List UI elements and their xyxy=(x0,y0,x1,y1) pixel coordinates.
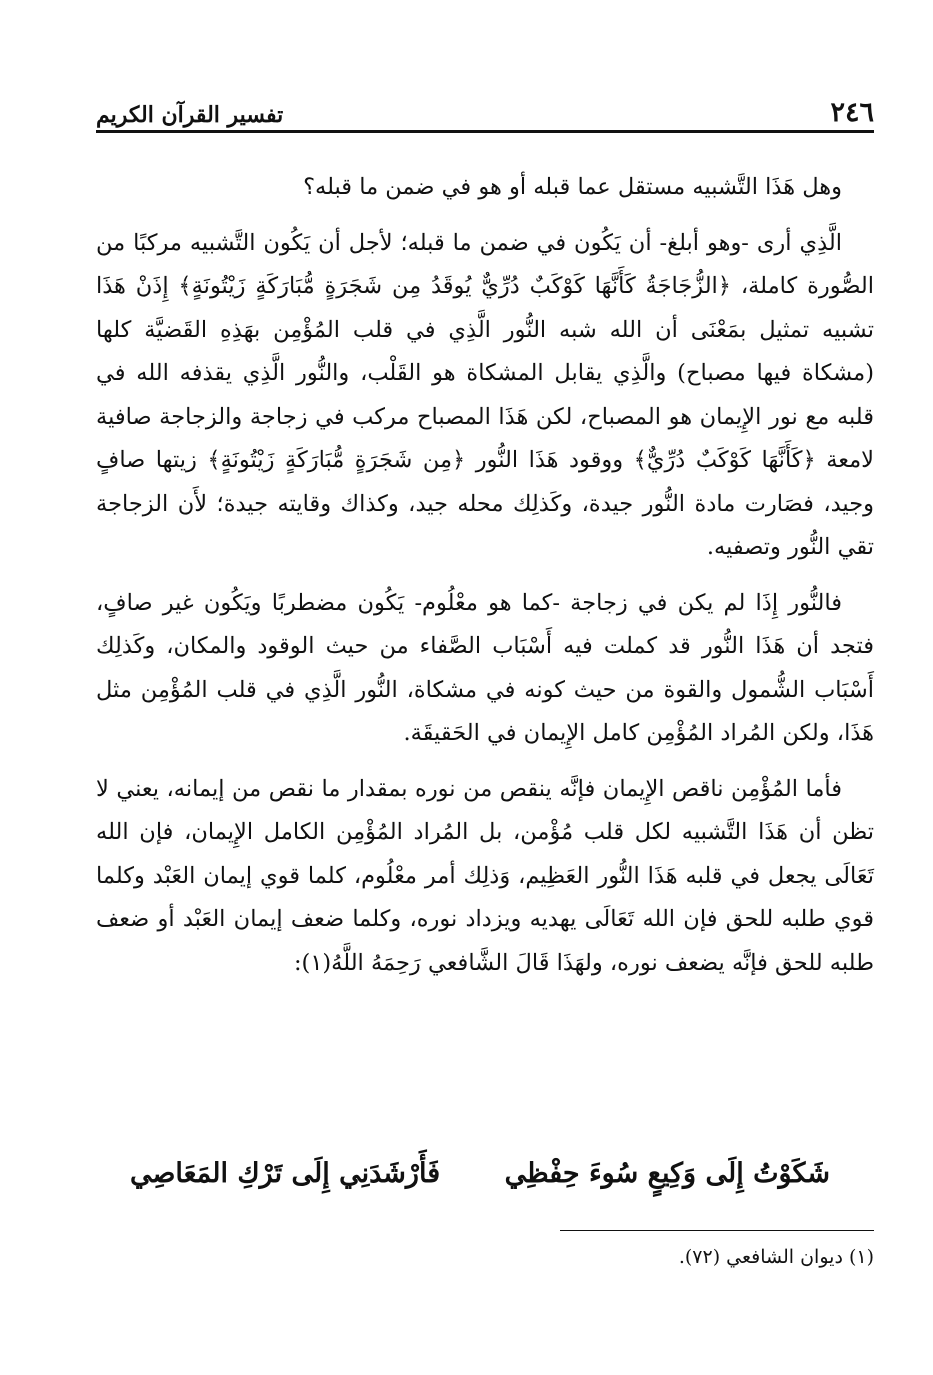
running-title: تفسير القرآن الكريم xyxy=(96,102,284,128)
body-text xyxy=(96,166,874,985)
verse-first-hemistich: شَكَوْتُ إِلَى وَكِيعٍ سُوءَ حِفْظِي xyxy=(504,1157,830,1189)
paragraph-explanation: الَّذِي أرى -وهو أبلغ- أن يَكُون في ضمن ما قبله؛ لأجل أن يَكُون التَّشبيه مركبًا من الصُّورة كاملة، ﴿الزُّجَاجَةُ كَأَنَّهَا كَوْكَبٌ دُرِّيٌّ يُوقَدُ مِن شَجَرَةٍ مُّبَارَكَةٍ زَيْتُونَةٍ﴾ إِذَنْ هَذَا تشبيه تمثيل بمَعْنَى أن الله شبه النُّور الَّذِي في قلب المُؤْمِن بهَذِهِ القَضيَّة كلها (مشكاة فيها مصباح) والَّذِي يقابل المشكاة هو القَلْب، والنُّور الَّذِي يقذفه الله في قلبه مع نور الإِيمان هو المصباح، لكن هَذَا المصباح مركب في زجاجة والزجاجة صافية لامعة ﴿كَأَنَّهَا كَوْكَبٌ دُرِّيٌّ﴾ ووقود هَذَا النُّور ﴿مِن شَجَرَةٍ مُّبَارَكَةٍ زَيْتُونَةٍ﴾ زيتها صافٍ وجيد، فصَارت مادة النُّور جيدة، وكَذلِك محله جيد، وكذاك وقايته جيدة؛ لأَن الزجاجة تقي النُّور وتصفيه. xyxy=(96,229,874,560)
page-number: ٢٤٦ xyxy=(830,97,874,128)
header-divider xyxy=(96,130,874,133)
footnote-divider xyxy=(560,1230,874,1231)
footnote: (١) ديوان الشافعي (٧٢). xyxy=(678,1246,874,1268)
page-header xyxy=(96,88,874,128)
paragraph-light: فالنُّور إِذَا لم يكن في زجاجة -كما هو معْلُوم- يَكُون مضطربًا ويَكُون غير صافٍ، فتجد أن هَذَا النُّور قد كملت فيه أَسْبَاب الصَّفاء من حيث الوقود والمكان، وكَذلِك أَسْبَاب الشُّمول والقوة من حيث كونه في مشكاة، النُّور الَّذِي في قلب المُؤْمِن مثل هَذَا، ولكن المُراد المُؤْمِن كامل الإِيمان في الحَقيقَة. xyxy=(96,589,874,746)
poetry-verse xyxy=(130,1148,830,1198)
paragraph-question: وهل هَذَا التَّشبيه مستقل عما قبله أو هو في ضمن ما قبله؟ xyxy=(303,174,842,200)
verse-second-hemistich: فَأَرْشَدَنِي إِلَى تَرْكِ المَعَاصِي xyxy=(130,1157,441,1189)
paragraph-faith: فأما المُؤْمِن ناقص الإِيمان فإنَّه ينقص من نوره بمقدار ما نقص من إيمانه، يعني لا تظن أن هَذَا التَّشبيه لكل قلب مُؤْمن، بل المُراد المُؤْمِن الكامل الإِيمان، فإن الله تَعَالَى يجعل في قلبه هَذَا النُّور العَظِيم، وَذلِك أمر معْلُوم، كلما قوي إيمان العَبْد وكلما قوي طلبه للحق فإن الله تَعَالَى يهديه ويزداد نوره، وكلما ضعف إيمان العَبْد أو ضعف طلبه للحق فإنَّه يضعف نوره، ولهَذَا قَالَ الشَّافعي رَحِمَهُ اللَّهُ(١): xyxy=(96,775,874,976)
